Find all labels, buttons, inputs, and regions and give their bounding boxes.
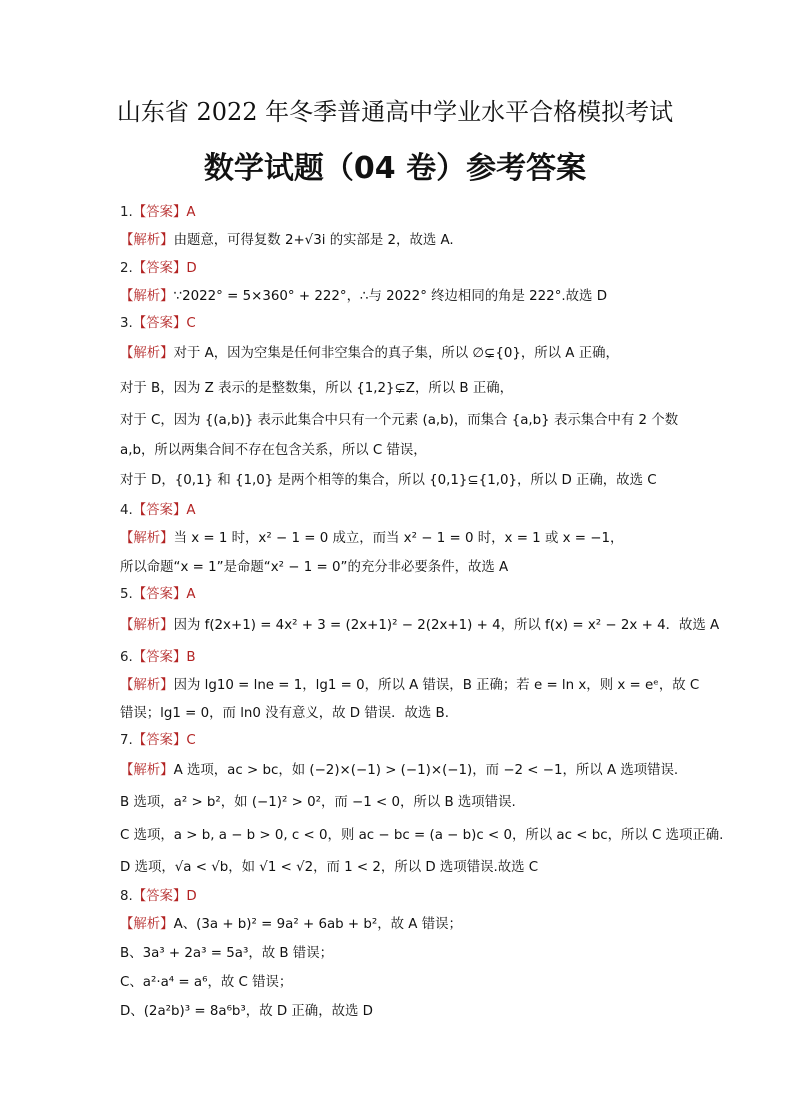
- analysis-continuation: 所以命题“x = 1”是命题“x² − 1 = 0”的充分非必要条件，故选 A: [120, 560, 509, 575]
- analysis-tag: 【解析】: [120, 346, 174, 361]
- analysis-line-1: [120, 229, 454, 248]
- answer-line-4: [120, 499, 196, 518]
- answer-line-2: [120, 257, 197, 276]
- answer-tag: 【答案】: [132, 261, 187, 276]
- analysis-text: A 选项，ac > bc，如 (−2)×(−1) > (−1)×(−1)，而 −2 < −1，所以 A 选项错误.: [173, 763, 679, 778]
- analysis-text: 因为 lg10 = lne = 1，lg1 = 0，所以 A 错误，B 正确；若 e = ln x，则 x = eᵉ，故 C: [173, 678, 700, 693]
- answer-letter: C: [186, 733, 196, 748]
- answer-tag: 【答案】: [132, 889, 187, 904]
- analysis-line-6: [120, 674, 699, 693]
- analysis-line-4: [120, 527, 623, 546]
- answer-line-1: [120, 201, 196, 220]
- analysis-text: 由题意，可得复数 2+√3i 的实部是 2，故选 A.: [173, 233, 454, 248]
- analysis-tag: 【解析】: [120, 618, 174, 633]
- analysis-text: 因为 f(2x+1) = 4x² + 3 = (2x+1)² − 2(2x+1) + 4，所以 f(x) = x² − 2x + 4．故选 A: [173, 618, 720, 633]
- answer-letter: A: [186, 503, 196, 518]
- answer-letter: A: [186, 587, 196, 602]
- analysis-continuation: D、(2a²b)³ = 8a⁶b³，故 D 正确，故选 D: [120, 1004, 373, 1019]
- answer-letter: D: [186, 261, 197, 276]
- analysis-tag: 【解析】: [120, 233, 174, 248]
- analysis-continuation: 对于 C，因为 {(a,b)} 表示此集合中只有一个元素 (a,b)，而集合 {a,b} 表示集合中有 2 个数: [120, 413, 679, 428]
- answer-line-5: [120, 583, 196, 602]
- question-number: 5.: [120, 587, 133, 602]
- question-number: 6.: [120, 650, 133, 665]
- document-subtitle: 数学试题（04 卷）参考答案: [203, 151, 587, 186]
- answer-tag: 【答案】: [132, 503, 187, 518]
- analysis-tag: 【解析】: [120, 531, 174, 546]
- answer-line-7: [120, 729, 196, 748]
- question-number: 7.: [120, 733, 133, 748]
- analysis-continuation: B、3a³ + 2a³ = 5a³，故 B 错误；: [120, 946, 333, 961]
- answer-letter: A: [186, 205, 196, 220]
- question-number: 4.: [120, 503, 133, 518]
- analysis-text: 当 x = 1 时，x² − 1 = 0 成立，而当 x² − 1 = 0 时，x = 1 或 x = −1，: [173, 531, 624, 546]
- analysis-continuation: 错误；lg1 = 0，而 ln0 没有意义，故 D 错误．故选 B.: [120, 706, 450, 721]
- question-number: 3.: [120, 316, 133, 331]
- answer-tag: 【答案】: [132, 733, 187, 748]
- answer-tag: 【答案】: [132, 650, 187, 665]
- answer-letter: B: [186, 650, 196, 665]
- question-number: 8.: [120, 889, 133, 904]
- answer-tag: 【答案】: [132, 205, 187, 220]
- analysis-line-3: [120, 342, 619, 361]
- analysis-tag: 【解析】: [120, 678, 174, 693]
- analysis-continuation: a,b，所以两集合间不存在包含关系，所以 C 错误，: [120, 443, 427, 458]
- analysis-tag: 【解析】: [120, 763, 174, 778]
- answer-letter: D: [186, 889, 197, 904]
- analysis-continuation: C、a²·a⁴ = a⁶，故 C 错误；: [120, 975, 293, 990]
- analysis-continuation: 对于 D，{0,1} 和 {1,0} 是两个相等的集合，所以 {0,1}⊆{1,0}，所以 D 正确，故选 C: [120, 473, 657, 488]
- answer-line-3: [120, 312, 196, 331]
- analysis-continuation: C 选项，a > b, a − b > 0, c < 0，则 ac − bc = (a − b)c < 0，所以 ac < bc，所以 C 选项正确.: [120, 828, 724, 843]
- document-title: 山东省 2022 年冬季普通高中学业水平合格模拟考试: [116, 98, 674, 126]
- analysis-line-2: [120, 285, 607, 304]
- answer-tag: 【答案】: [132, 587, 187, 602]
- answer-line-6: [120, 646, 196, 665]
- analysis-tag: 【解析】: [120, 917, 174, 932]
- analysis-continuation: 对于 B，因为 Z 表示的是整数集，所以 {1,2}⊊Z，所以 B 正确，: [120, 381, 514, 396]
- analysis-text: 对于 A，因为空集是任何非空集合的真子集，所以 ∅⊊{0}，所以 A 正确，: [173, 346, 619, 361]
- analysis-line-7: [120, 759, 678, 778]
- analysis-line-8: [120, 913, 462, 932]
- analysis-text: ∵2022° = 5×360° + 222°，∴与 2022° 终边相同的角是 222°.故选 D: [173, 289, 608, 304]
- answer-tag: 【答案】: [132, 316, 187, 331]
- analysis-text: A、(3a + b)² = 9a² + 6ab + b²，故 A 错误；: [173, 917, 462, 932]
- answer-line-8: [120, 885, 197, 904]
- analysis-continuation: B 选项，a² > b²，如 (−1)² > 0²，而 −1 < 0，所以 B 选项错误.: [120, 795, 516, 810]
- question-number: 1.: [120, 205, 133, 220]
- question-number: 2.: [120, 261, 133, 276]
- analysis-continuation: D 选项，√a < √b，如 √1 < √2，而 1 < 2，所以 D 选项错误.故选 C: [120, 860, 539, 875]
- answer-letter: C: [186, 316, 196, 331]
- analysis-tag: 【解析】: [120, 289, 174, 304]
- analysis-line-5: [120, 614, 719, 633]
